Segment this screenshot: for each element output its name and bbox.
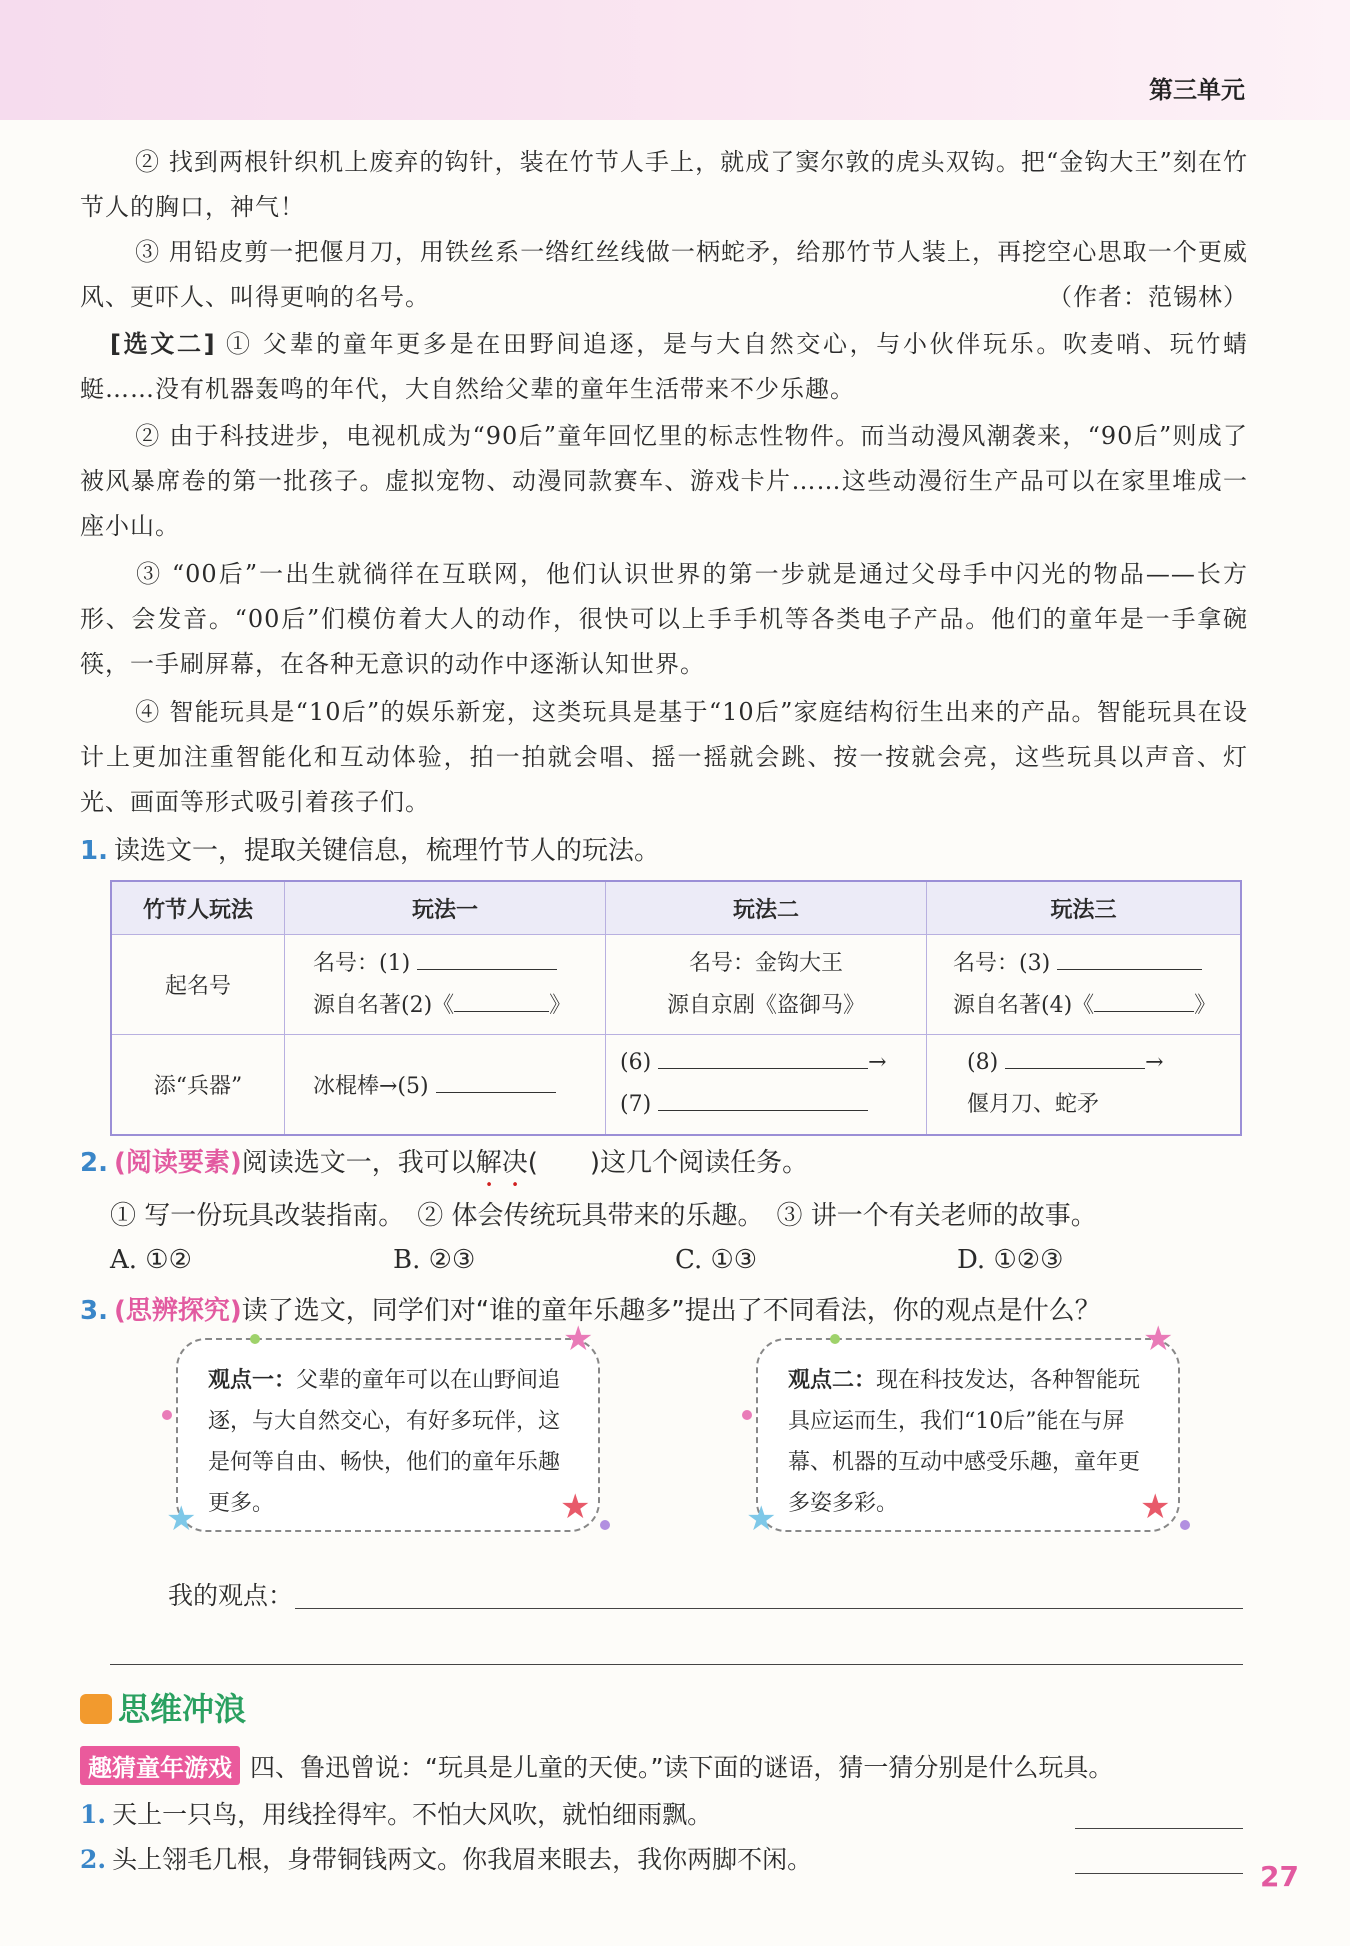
cell-method2-name: 名号：金钩大王 源自京剧《盗御马》 [606,935,927,1035]
dot-icon [742,1410,752,1420]
section-intro: 趣猜童年游戏 四、鲁迅曾说：“玩具是儿童的天使。”读下面的谜语，猜一猜分别是什么玩具。 [80,1746,1113,1785]
choice-a[interactable]: A. ①② [110,1245,192,1275]
passage1-p2: ② 找到两根针织机上废弃的钩针，装在竹节人手上，就成了窦尔敦的虎头双钩。把“金钩大王”刻在竹节人的胸口，神气！ [80,148,1248,221]
dot-icon [250,1334,260,1344]
table-header: 竹节人玩法 [111,881,285,935]
question-3-tag: (思辨探究) [113,1296,242,1326]
view1-text: 父辈的童年可以在山野间追逐，与大自然交心，有好多玩伴，这是何等自由、畅快，他们的童年乐趣更多。 [208,1368,561,1516]
cell-method2-weapon: (6) → (7) [606,1035,927,1135]
blank-8[interactable] [1005,1046,1145,1069]
passage2-p4: ④ 智能玩具是“10后”的娱乐新宠，这类玩具是基于“10后”家庭结构衍生出来的产品。智能玩具在设计上更加注重智能化和互动体验，拍一拍就会唱、摇一摇就会跳、按一按就会亮，这些玩具以声音、灯光、画面等形式吸引着孩子们。 [80,698,1248,816]
table-header: 玩法三 [927,881,1242,935]
table-row [111,935,1241,1035]
table-row [111,1035,1241,1135]
row-label-name: 起名号 [111,935,285,1035]
question-3: 3. (思辨探究)读了选文，同学们对“谁的童年乐趣多”提出了不同看法，你的观点是什么？ [80,1296,1101,1326]
blank-5[interactable] [436,1070,556,1093]
riddle-2-answer-line[interactable] [1075,1873,1243,1874]
wave-icon [80,1694,112,1724]
row-label-weapon: 添“兵器” [111,1035,285,1135]
blank-7[interactable] [658,1088,868,1111]
star-icon: ★ [563,1319,594,1359]
cell-method1-name: 名号：(1) 源自名著(2)《 》 [285,935,606,1035]
dot-icon [1180,1520,1190,1530]
table-header: 玩法二 [606,881,927,935]
header-band [0,0,1350,120]
my-view-label: 我的观点： [168,1581,294,1610]
star-icon: ★ [1140,1487,1171,1527]
passage2-tag: [选文二] [110,330,216,358]
table-header: 玩法一 [285,881,606,935]
passage2-p2: ② 由于科技进步，电视机成为“90后”童年回忆里的标志性物件。而当动漫风潮袭来，“90后”则成了被风暴席卷的第一批孩子。虚拟宠物、动漫同款赛车、游戏卡片……这些动漫衍生产品可以在家里堆成一座小山。 [80,422,1248,540]
riddle-1: 1. 天上一只鸟，用线拴得牢。不怕大风吹，就怕细雨飘。 [80,1800,713,1829]
my-view-answer-line-2[interactable] [110,1664,1243,1665]
view-card-1 [176,1338,600,1532]
star-icon: ★ [166,1499,197,1539]
section-badge: 趣猜童年游戏 [80,1746,240,1785]
page-number: 27 [1260,1860,1299,1893]
passage2-p1: [选文二] ① 父辈的童年更多是在田野间追逐，是与大自然交心，与小伙伴玩乐。吹麦哨、玩竹蜻蜓……没有机器轰鸣的年代，大自然给父辈的童年生活带来不少乐趣。 [80,330,1248,403]
star-icon: ★ [1143,1319,1174,1359]
cell-method3-name: 名号：(3) 源自名著(4)《 》 [927,935,1242,1035]
section-title: 思维冲浪 [80,1684,246,1730]
star-icon: ★ [746,1499,777,1539]
my-view-answer-line[interactable] [295,1608,1243,1609]
view-card-2 [756,1338,1180,1532]
author-credit: （作者：范锡林） [1048,283,1248,311]
question-1-text: 读选文一，提取关键信息，梳理竹节人的玩法。 [113,836,660,866]
question-2-options: ① 写一份玩具改装指南。 ② 体会传统玩具带来的乐趣。 ③ 讲一个有关老师的故事。 [110,1201,1097,1231]
choice-d[interactable]: D. ①②③ [957,1245,1064,1275]
dot-icon [830,1334,840,1344]
question-2-number: 2. [80,1148,108,1178]
riddle-1-answer-line[interactable] [1075,1828,1243,1829]
view2-title: 观点二： [788,1368,877,1393]
blank-3[interactable] [1057,947,1202,970]
table-header-row [111,881,1241,935]
dot-icon [162,1410,172,1420]
question-2-tag: (阅读要素) [113,1148,242,1178]
view1-title: 观点一： [208,1368,297,1393]
passage1-p3: ③ 用铅皮剪一把偃月刀，用铁丝系一绺红丝线做一柄蛇矛，给那竹节人装上，再挖空心思取一个更威风、更吓人、叫得更响的名号。 （作者：范锡林） [80,230,1248,320]
blank-4[interactable] [1094,989,1194,1012]
cell-method3-weapon: (8) → 偃月刀、蛇矛 [927,1035,1242,1135]
blank-2[interactable] [454,989,549,1012]
arrow-icon: → [1145,1050,1164,1076]
star-icon: ★ [560,1487,591,1527]
choice-b[interactable]: B. ②③ [393,1245,476,1275]
play-method-table [110,880,1242,1136]
question-2: 2. (阅读要素)阅读选文一，我可以解决( )这几个阅读任务。 [80,1148,809,1178]
question-3-number: 3. [80,1296,108,1326]
passage2-p3: ③ “00后”一出生就徜徉在互联网，他们认识世界的第一步就是通过父母手中闪光的物品——长方形、会发音。“00后”们模仿着大人的动作，很快可以上手手机等各类电子产品。他们的童年是一手拿碗筷，一手刷屏幕，在各种无意识的动作中逐渐认知世界。 [80,560,1248,678]
riddle-2: 2. 头上翎毛几根，身带铜钱两文。你我眉来眼去，我你两脚不闲。 [80,1845,813,1874]
view2-text: 现在科技发达，各种智能玩具应运而生，我们“10后”能在与屏幕、机器的互动中感受乐趣，童年更多姿多彩。 [788,1368,1141,1516]
blank-6[interactable] [658,1046,868,1069]
unit-title: 第三单元 [1149,76,1245,104]
question-1-number: 1. [80,836,108,866]
cell-method1-weapon: 冰棍棒→(5) [285,1035,606,1135]
arrow-icon: → [868,1050,887,1076]
question-1 [80,830,660,867]
choice-c[interactable]: C. ①③ [675,1245,758,1275]
dot-icon [600,1520,610,1530]
blank-1[interactable] [417,947,557,970]
